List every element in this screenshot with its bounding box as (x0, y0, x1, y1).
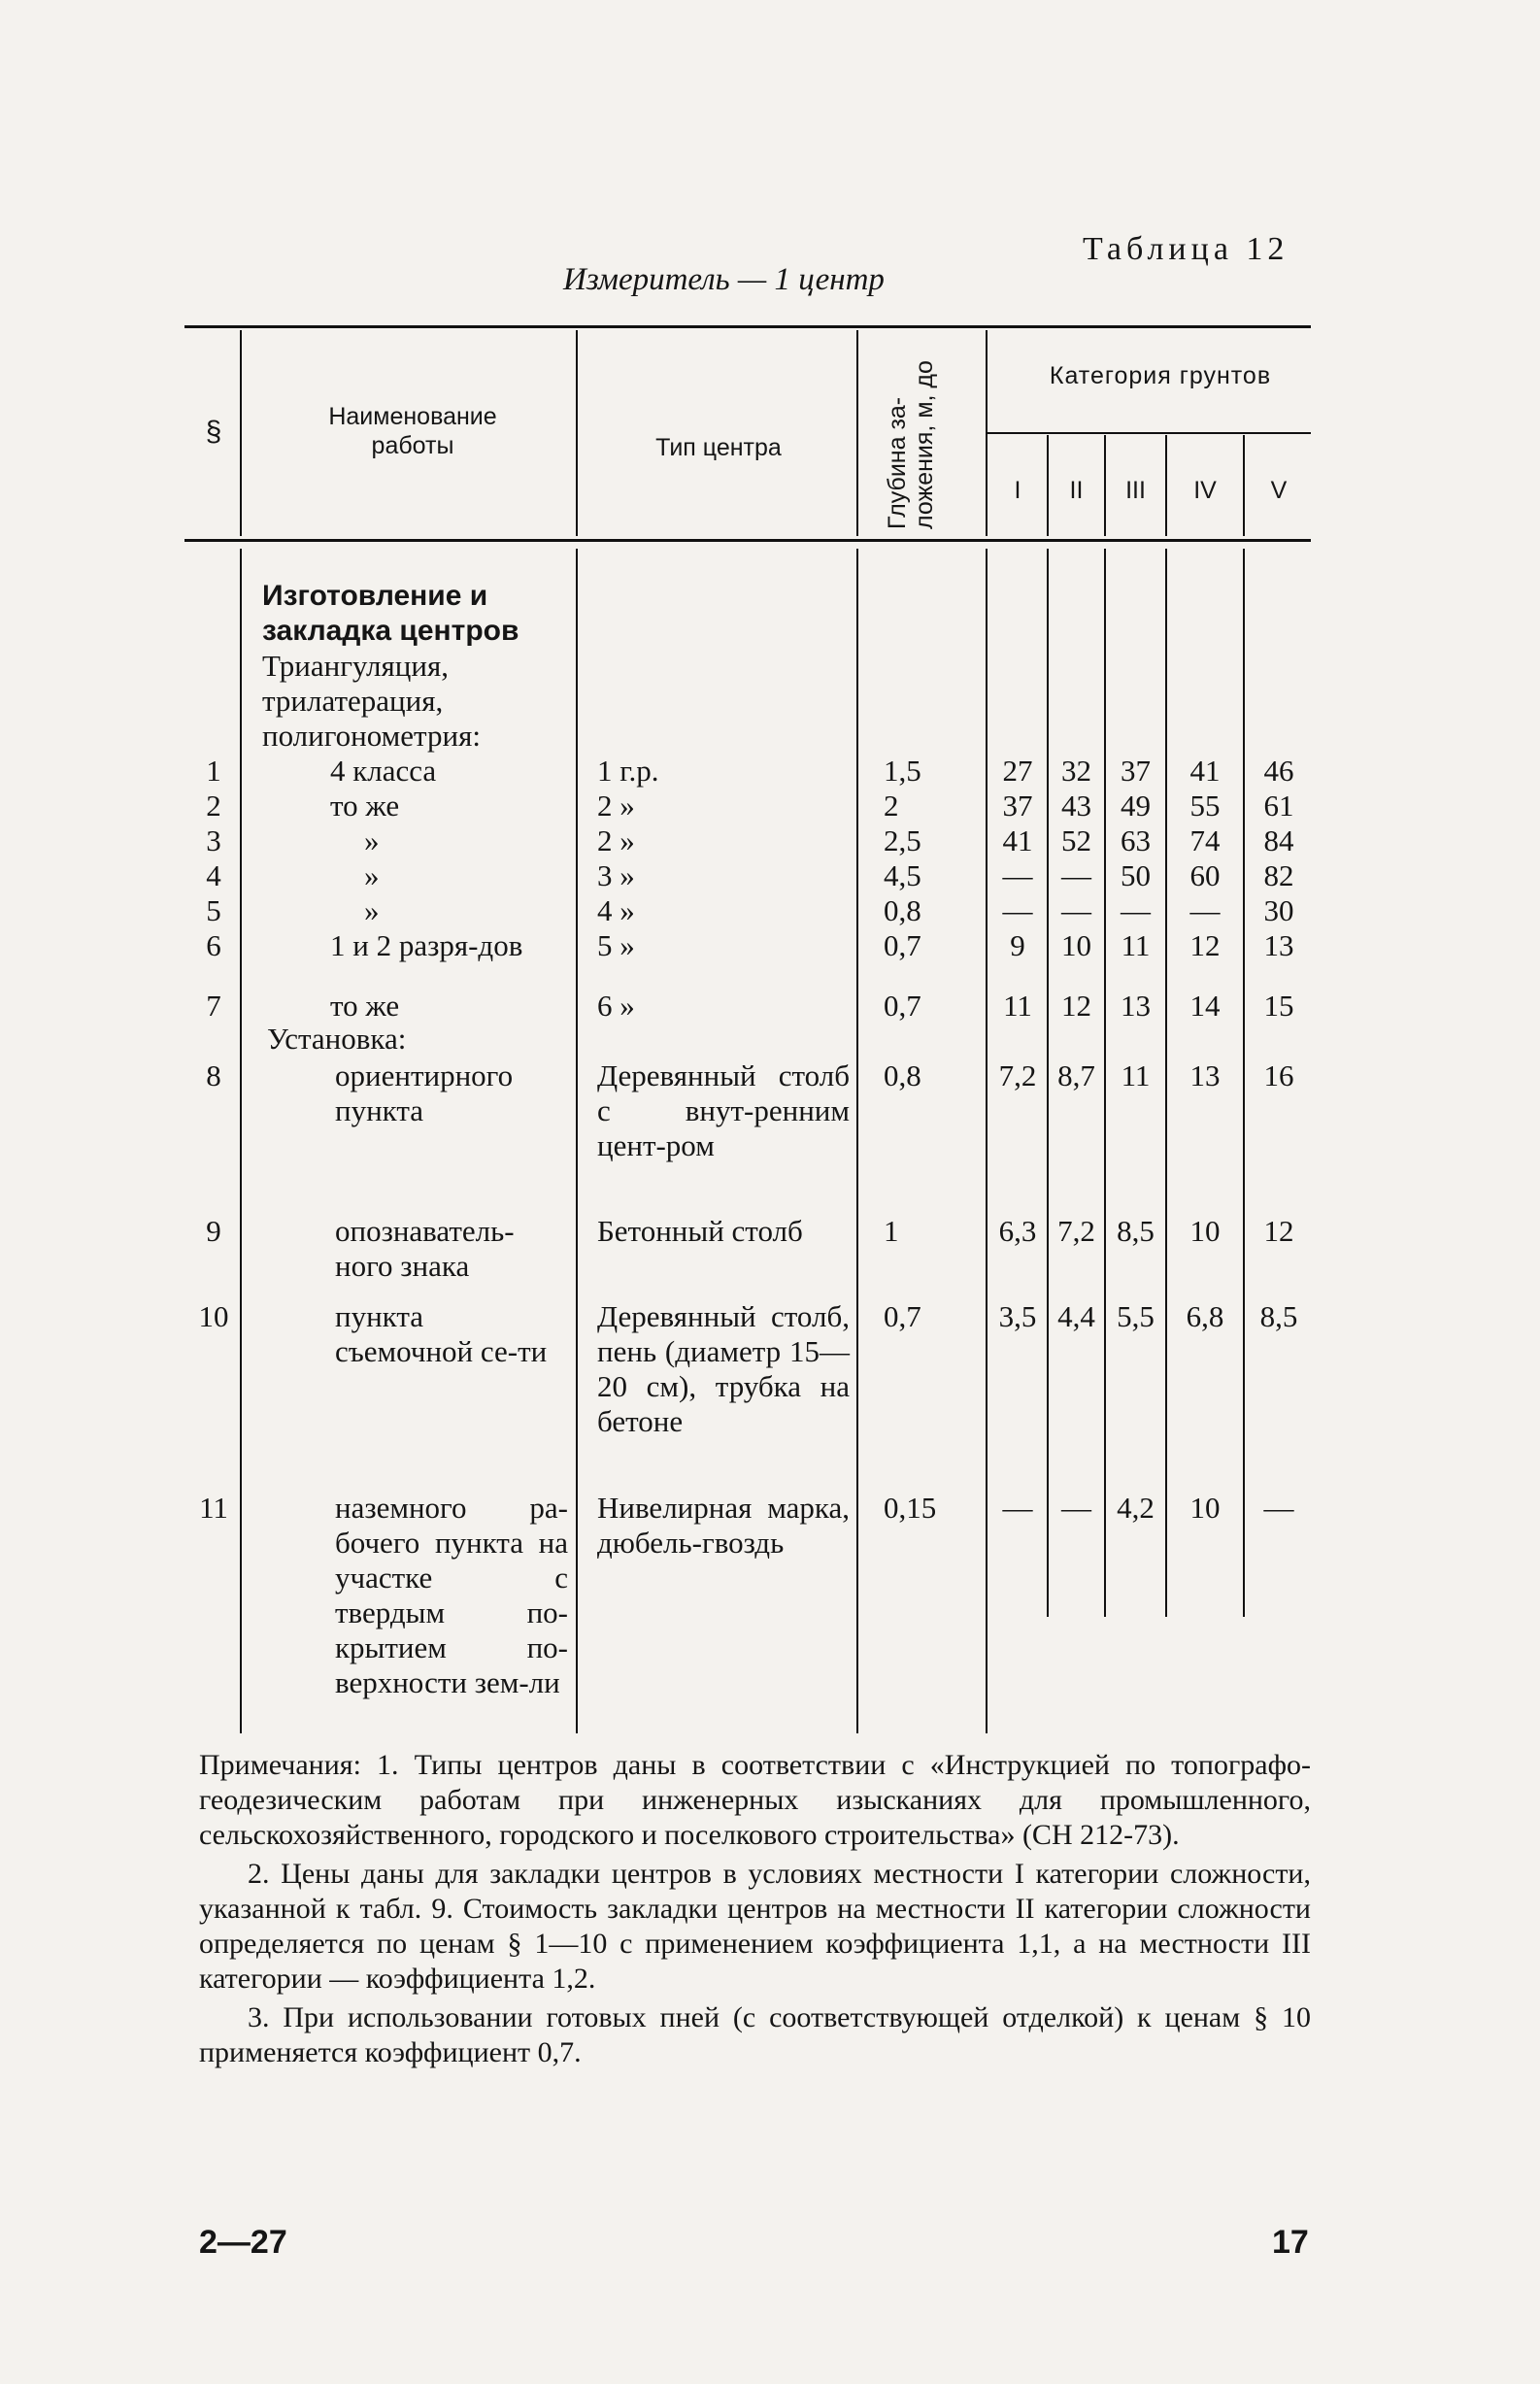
page-number: 17 (1272, 2224, 1309, 2261)
row-cat-1-value: 11 (1003, 989, 1032, 1023)
row-depth: 1 (884, 1214, 899, 1248)
row-cat-1-value: 6,3 (998, 1214, 1037, 1248)
row-center-type: Деревянный столб с внут-ренним цент-ром (597, 1058, 850, 1162)
row-depth: 0,7 (884, 1299, 921, 1333)
row-cat-4-value: 60 (1189, 858, 1221, 892)
row-cat-5-value: 16 (1263, 1058, 1294, 1092)
table-top-rule (184, 325, 1311, 328)
row-number: 4 (206, 858, 221, 892)
row-name: » (364, 858, 380, 892)
row-cat-5-value: 61 (1263, 789, 1294, 823)
row-cat-1-value: 3,5 (998, 1299, 1037, 1333)
row-cat-5-value: 12 (1263, 1214, 1294, 1248)
row-depth: 2,5 (884, 823, 921, 857)
row-cat-5-value: 8,5 (1259, 1299, 1298, 1333)
row-center-type: 2 » (597, 823, 635, 857)
row-cat-2-value: 32 (1061, 754, 1091, 788)
row-cat-1-value: 7,2 (998, 1058, 1037, 1092)
group-heading-2: Установка: (267, 1022, 407, 1056)
note-3: 3. При использовании готовых пней (с соответствующей отделкой) к ценам § 10 применяется коэффициент 0,7. (199, 2001, 1311, 2068)
row-cat-3-value: 49 (1121, 789, 1151, 823)
row-cat-5-value: 84 (1263, 823, 1294, 857)
row-cat-2-value: 43 (1061, 789, 1091, 823)
row-name: ориентирного пункта (335, 1058, 514, 1127)
row-name: » (364, 893, 380, 927)
table-label: Таблица 12 (1083, 231, 1289, 267)
header-bottom-rule (184, 539, 1311, 542)
row-number: 9 (206, 1214, 221, 1248)
row-cat-3-value: 37 (1121, 754, 1151, 788)
header-section: § (205, 416, 222, 448)
header-depth: Глубина за-ложения, м, до (884, 360, 938, 529)
row-cat-4-value: 14 (1189, 989, 1221, 1023)
row-cat-5-value: 82 (1263, 858, 1294, 892)
row-name: 4 класса (330, 754, 437, 788)
row-cat-4-value: — (1189, 893, 1221, 927)
note-2: 2. Цены даны для закладки центров в условиях местности I категории сложности, указанной к табл. 9. Стоимость закладки центров на местности II категории сложности определяется по ценам § 1—10 с применением коэффициента 1,1, а на местности III категории — коэффициента 1,2. (199, 1858, 1311, 1995)
col-divider (856, 330, 858, 536)
row-cat-1-value: 27 (1002, 754, 1033, 788)
row-cat-1-value: — (1002, 858, 1033, 892)
row-cat-4-value: 10 (1189, 1491, 1221, 1525)
header-cat-1: I (1014, 477, 1021, 504)
header-cat-3: III (1125, 477, 1146, 504)
row-cat-1-value: — (1002, 1491, 1033, 1525)
row-cat-1-value: 37 (1002, 789, 1033, 823)
row-cat-1-value: — (1002, 893, 1033, 927)
col-divider (576, 549, 578, 1733)
row-depth: 0,7 (884, 928, 921, 962)
row-number: 1 (206, 754, 221, 788)
row-cat-4-value: 6,8 (1186, 1299, 1224, 1333)
row-center-type: 3 » (597, 858, 635, 892)
row-name: то же (330, 789, 400, 823)
row-cat-2-value: 12 (1061, 989, 1091, 1023)
row-number: 2 (206, 789, 221, 823)
row-cat-3-value: 13 (1121, 989, 1151, 1023)
group-subheading: Триангуляция, трилатерация, полигонометрия: (262, 649, 481, 753)
row-cat-3-value: 8,5 (1117, 1214, 1155, 1248)
col-divider (240, 330, 242, 536)
row-cat-1-value: 9 (1010, 928, 1025, 962)
row-cat-5-value: — (1263, 1491, 1294, 1525)
row-name: пункта съемочной се-ти (335, 1299, 548, 1368)
row-number: 7 (206, 989, 221, 1023)
row-depth: 4,5 (884, 858, 921, 892)
row-cat-3-value: 11 (1121, 1058, 1151, 1092)
row-cat-5-value: 30 (1263, 893, 1294, 927)
row-cat-2-value: 52 (1061, 823, 1091, 857)
row-center-type: Нивелирная марка, дюбель-гвоздь (597, 1491, 850, 1560)
header-name: Наименование работы (328, 403, 497, 459)
row-name: 1 и 2 разря-дов (330, 928, 523, 962)
group-heading: Изготовление и закладка центров (262, 580, 519, 647)
row-number: 11 (199, 1491, 228, 1525)
row-cat-2-value: 7,2 (1057, 1214, 1095, 1248)
row-name: наземного ра-бочего пункта на участке с твердым по-крытием по-верхности зем-ли (335, 1491, 568, 1699)
row-depth: 0,15 (884, 1491, 937, 1525)
row-center-type: Бетонный столб (597, 1214, 803, 1248)
row-center-type: 4 » (597, 893, 635, 927)
row-cat-4-value: 74 (1189, 823, 1221, 857)
measure-unit: Измеритель — 1 центр (563, 262, 885, 297)
row-depth: 2 (884, 789, 899, 823)
row-cat-2-value: — (1061, 858, 1091, 892)
row-cat-2-value: 8,7 (1057, 1058, 1095, 1092)
row-number: 10 (198, 1299, 229, 1333)
row-cat-4-value: 41 (1189, 754, 1221, 788)
row-number: 8 (206, 1058, 221, 1092)
row-cat-3-value: 11 (1121, 928, 1151, 962)
row-center-type: 1 г.р. (597, 754, 659, 788)
row-cat-4-value: 12 (1189, 928, 1221, 962)
header-category: Категория грунтов (1049, 362, 1272, 389)
notes (199, 1748, 1311, 2074)
row-name: » (364, 823, 380, 857)
header-cat-2: II (1069, 477, 1084, 504)
col-divider (240, 549, 242, 1733)
row-number: 5 (206, 893, 221, 927)
col-divider (986, 549, 988, 1733)
row-depth: 0,7 (884, 989, 921, 1023)
col-divider (856, 549, 858, 1733)
row-cat-3-value: 4,2 (1117, 1491, 1155, 1525)
row-center-type: Деревянный столб, пень (диаметр 15— 20 см), трубка на бетоне (597, 1299, 850, 1438)
row-cat-5-value: 13 (1263, 928, 1294, 962)
row-cat-2-value: — (1061, 893, 1091, 927)
row-center-type: 5 » (597, 928, 635, 962)
signature-mark: 2—27 (199, 2224, 287, 2261)
row-cat-3-value: 63 (1121, 823, 1151, 857)
row-cat-4-value: 55 (1189, 789, 1221, 823)
row-depth: 0,8 (884, 1058, 921, 1092)
row-number: 6 (206, 928, 221, 962)
row-cat-4-value: 10 (1189, 1214, 1221, 1248)
row-depth: 1,5 (884, 754, 921, 788)
row-number: 3 (206, 823, 221, 857)
row-cat-2-value: 10 (1061, 928, 1091, 962)
row-cat-3-value: 50 (1121, 858, 1151, 892)
header-cat-5: V (1270, 477, 1288, 504)
row-center-type: 6 » (597, 989, 635, 1023)
row-cat-2-value: 4,4 (1057, 1299, 1095, 1333)
col-divider (576, 330, 578, 536)
header-center-type: Тип центра (655, 434, 782, 461)
row-cat-2-value: — (1061, 1491, 1091, 1525)
row-cat-4-value: 13 (1189, 1058, 1221, 1092)
row-cat-3-value: — (1121, 893, 1151, 927)
row-name: опознаватель-ного знака (335, 1214, 515, 1283)
row-center-type: 2 » (597, 789, 635, 823)
row-cat-5-value: 15 (1263, 989, 1294, 1023)
category-subheader-rule (986, 432, 1311, 434)
row-cat-3-value: 5,5 (1117, 1299, 1155, 1333)
col-divider (986, 330, 988, 536)
header-cat-4: IV (1193, 477, 1217, 504)
row-cat-1-value: 41 (1002, 823, 1033, 857)
row-cat-5-value: 46 (1263, 754, 1294, 788)
row-name: то же (330, 989, 400, 1023)
row-depth: 0,8 (884, 893, 921, 927)
note-1: Примечания: 1. Типы центров даны в соответствии с «Инструкцией по топографо-геодезическим работам при инженерных изысканиях для промышленного, сельскохозяйственного, городского и поселкового строительства» (СН 212-73). (199, 1749, 1311, 1851)
